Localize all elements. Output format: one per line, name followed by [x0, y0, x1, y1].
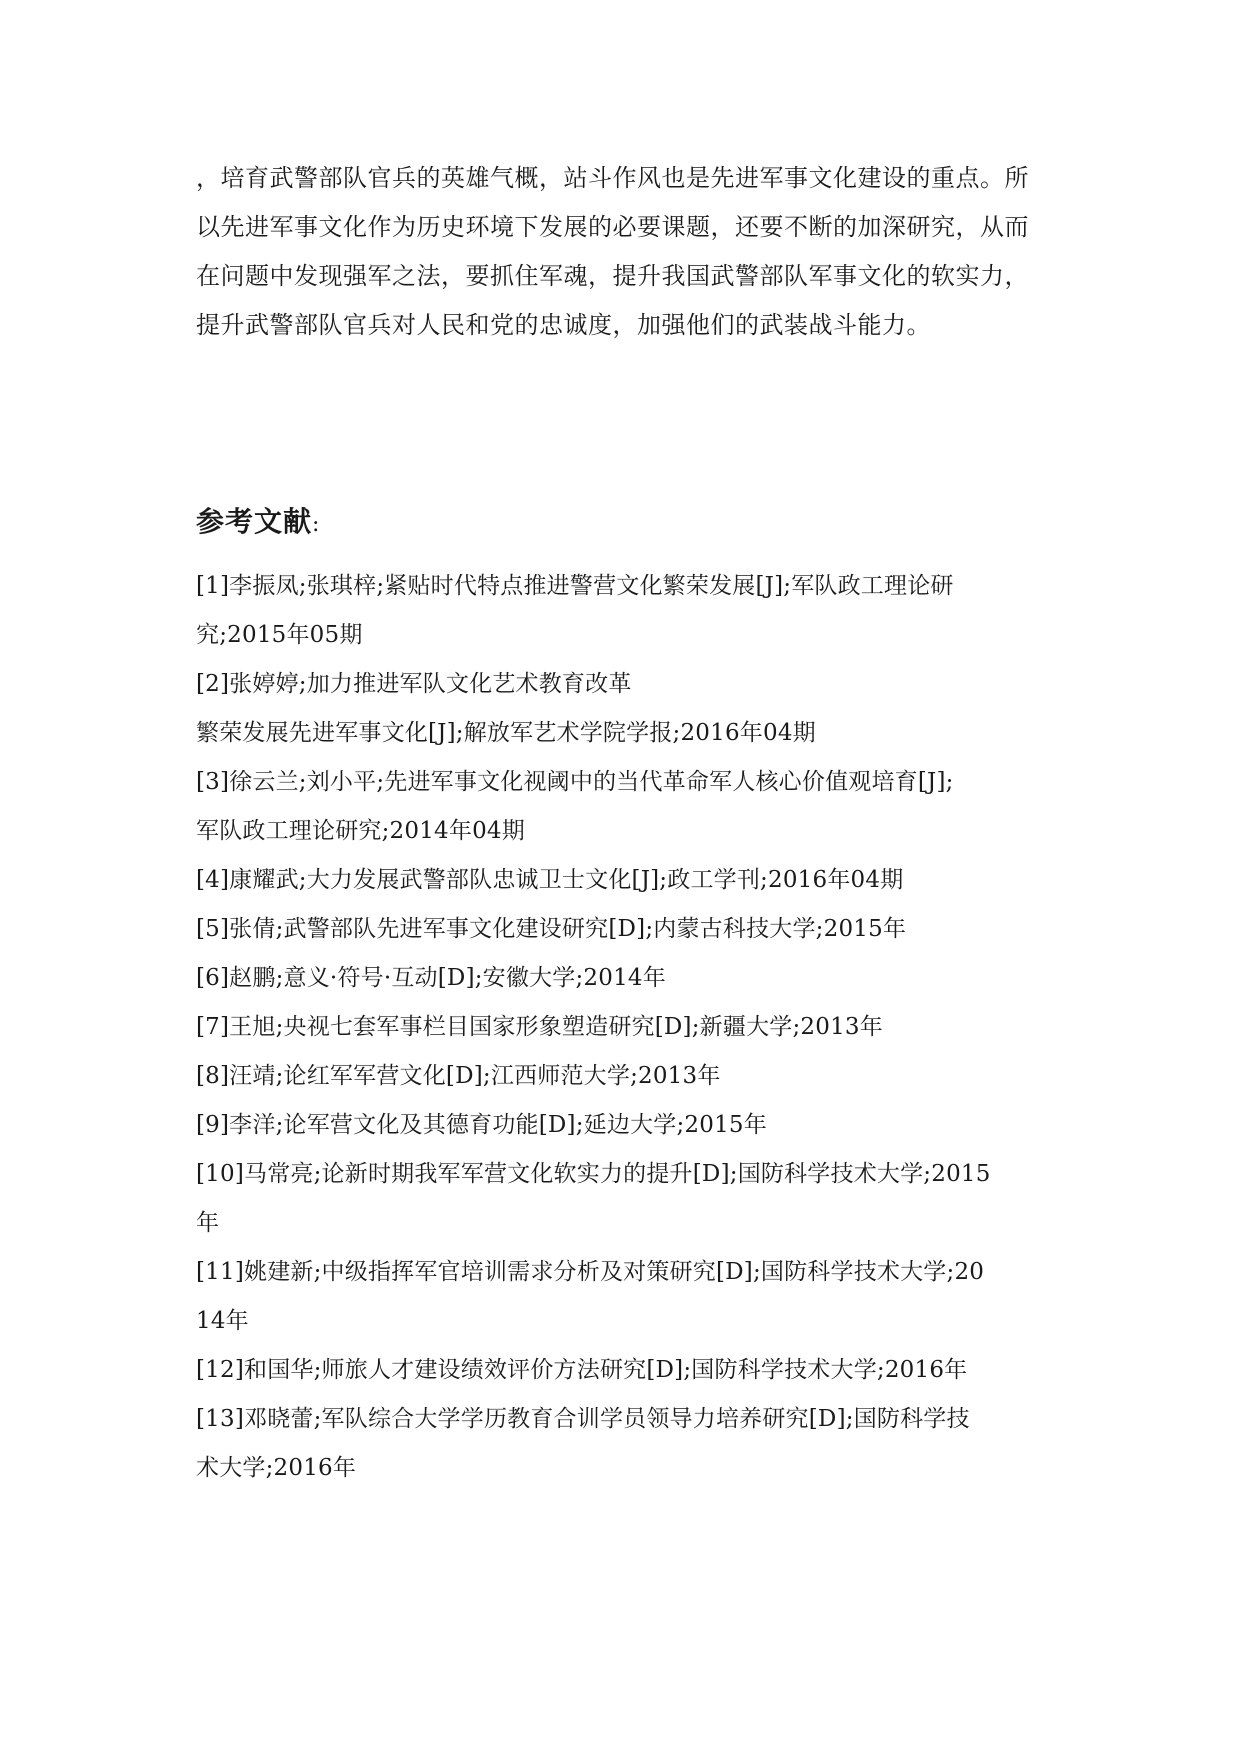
body-line: 在问题中发现强军之法，要抓住军魂，提升我国武警部队军事文化的软实力， [196, 262, 1029, 290]
reference-line: 14年 [196, 1308, 249, 1334]
reference-line: 术大学;2016年 [196, 1455, 357, 1481]
reference-line: [1]李振凤;张琪梓;紧贴时代特点推进警营文化繁荣发展[J];军队政工理论研 [196, 573, 954, 599]
reference-line: [12]和国华;师旅人才建设绩效评价方法研究[D];国防科学技术大学;2016年 [196, 1357, 968, 1383]
body-line: 提升武警部队官兵对人民和党的忠诚度，加强他们的武装战斗能力。 [196, 311, 931, 339]
reference-line: [5]张倩;武警部队先进军事文化建设研究[D];内蒙古科技大学;2015年 [196, 916, 907, 942]
reference-line: [2]张婷婷;加力推进军队文化艺术教育改革 [196, 671, 632, 697]
body-line: ，培育武警部队官兵的英雄气概，站斗作风也是先进军事文化建设的重点。所 [196, 164, 1029, 192]
references-heading-colon: : [312, 512, 321, 537]
reference-line: [13]邓晓蕾;军队综合大学学历教育合训学员领导力培养研究[D];国防科学技 [196, 1406, 970, 1432]
reference-line: 繁荣发展先进军事文化[J];解放军艺术学院学报;2016年04期 [196, 720, 816, 746]
references-heading-text: 参考文献 [196, 505, 313, 538]
reference-line: [10]马常亮;论新时期我军军营文化软实力的提升[D];国防科学技术大学;2015 [196, 1161, 991, 1187]
body-paragraph [196, 154, 1056, 350]
reference-line: [11]姚建新;中级指挥军官培训需求分析及对策研究[D];国防科学技术大学;20 [196, 1259, 985, 1285]
references-heading [196, 502, 320, 545]
references-list [196, 562, 1056, 1493]
body-line: 以先进军事文化作为历史环境下发展的必要课题，还要不断的加深研究，从而 [196, 213, 1029, 241]
reference-line: 究;2015年05期 [196, 622, 363, 648]
reference-line: [8]汪靖;论红军军营文化[D];江西师范大学;2013年 [196, 1063, 721, 1089]
reference-line: 军队政工理论研究;2014年04期 [196, 818, 525, 844]
reference-line: [6]赵鹏;意义·符号·互动[D];安徽大学;2014年 [196, 965, 666, 991]
reference-line: 年 [196, 1210, 220, 1236]
reference-line: [4]康耀武;大力发展武警部队忠诚卫士文化[J];政工学刊;2016年04期 [196, 867, 904, 893]
reference-line: [3]徐云兰;刘小平;先进军事文化视阈中的当代革命军人核心价值观培育[J]; [196, 769, 954, 795]
reference-line: [7]王旭;央视七套军事栏目国家形象塑造研究[D];新疆大学;2013年 [196, 1014, 883, 1040]
reference-line: [9]李洋;论军营文化及其德育功能[D];延边大学;2015年 [196, 1112, 767, 1138]
